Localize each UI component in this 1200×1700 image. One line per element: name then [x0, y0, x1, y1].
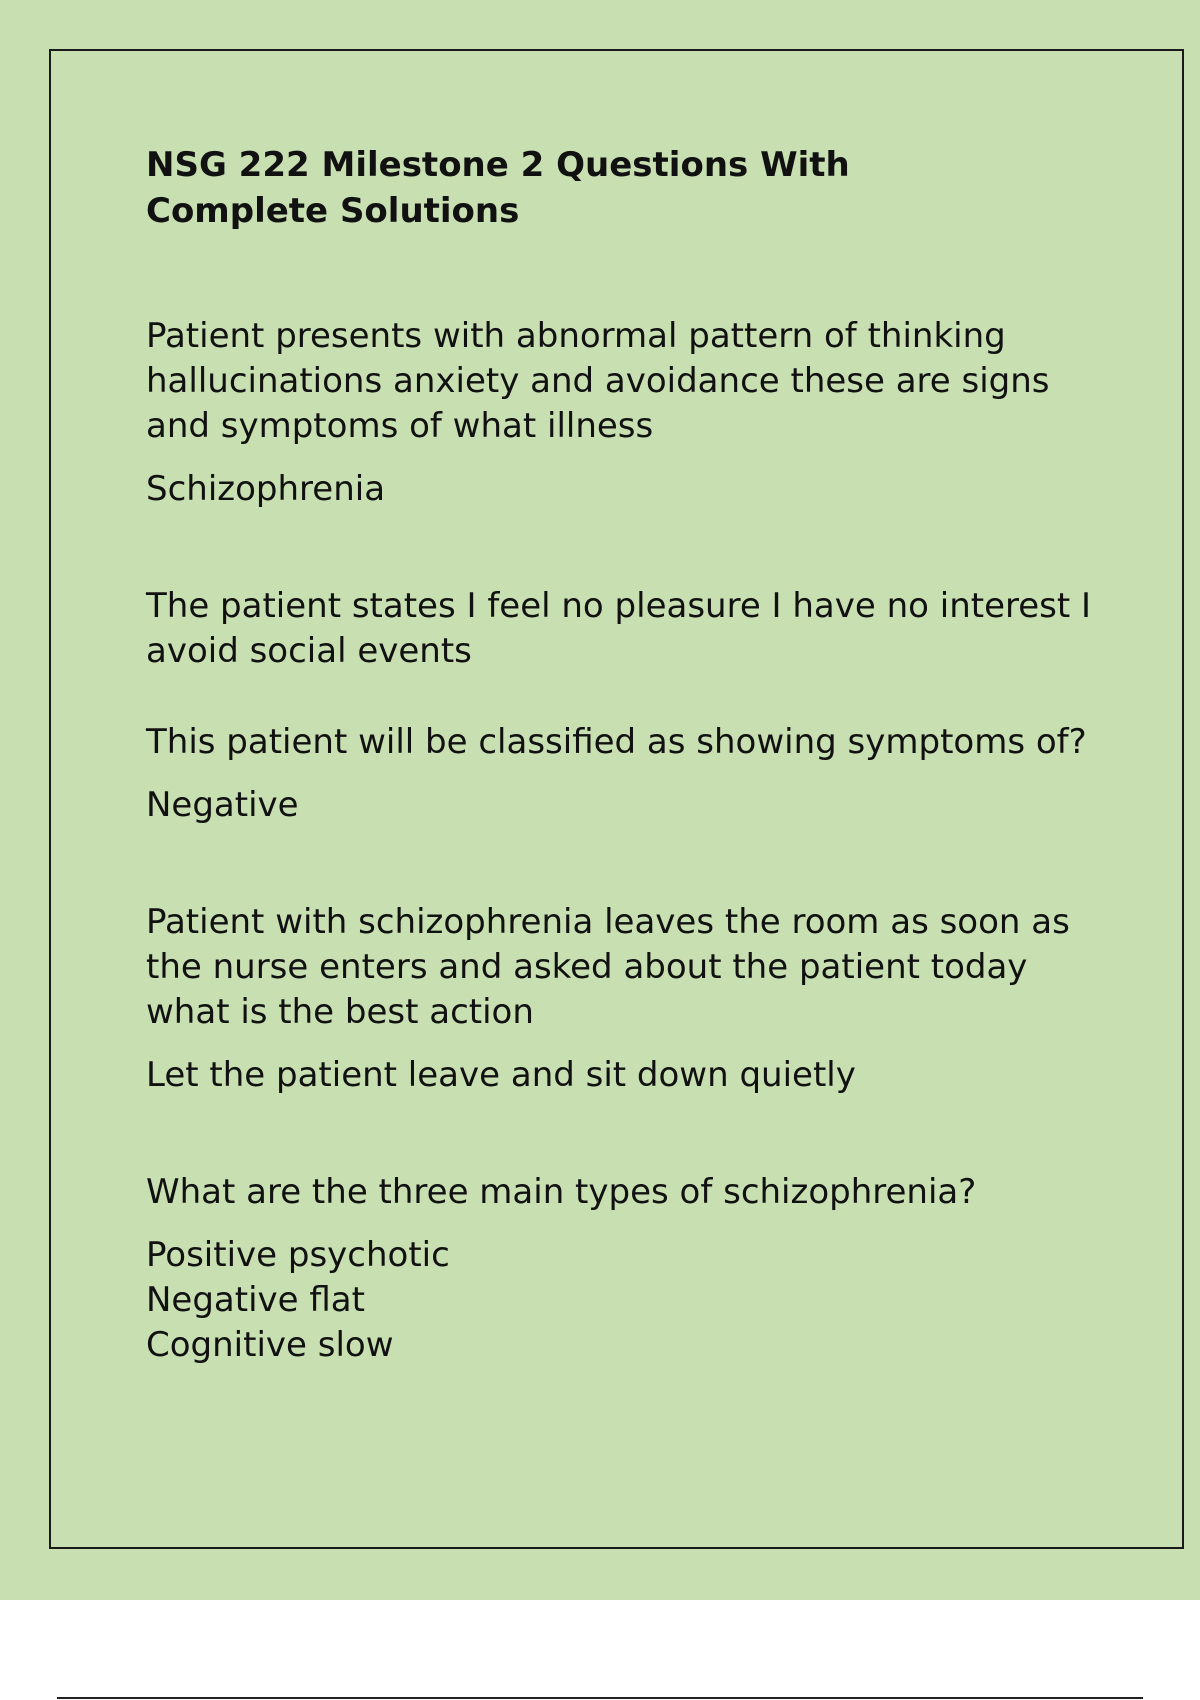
answer-text: Negative — [146, 785, 299, 825]
qa-item-1 — [146, 314, 1106, 512]
document-content — [146, 142, 1106, 1440]
question-text: Patient with schizophrenia leaves the room as soon as the nurse enters and asked about the patient today what is the best action — [146, 902, 1070, 1032]
answer-text: Schizophrenia — [146, 469, 386, 509]
question-text: Patient presents with abnormal pattern of thinking hallucinations anxiety and avoidance these are signs and symptoms of what illness — [146, 316, 1050, 446]
qa-item-4 — [146, 1170, 1106, 1368]
answer-text: Let the patient leave and sit down quietly — [146, 1055, 856, 1095]
qa-item-3 — [146, 900, 1106, 1098]
question-text: What are the three main types of schizophrenia? — [146, 1172, 977, 1212]
document-title: NSG 222 Milestone 2 Questions With Complete Solutions — [146, 145, 850, 231]
answer-line: Positive psychotic — [146, 1235, 450, 1275]
qa-item-2 — [146, 584, 1106, 828]
question-followup-text: This patient will be classified as showing symptoms of? — [146, 722, 1087, 762]
answer-line: Cognitive slow — [146, 1325, 394, 1365]
footer-divider — [57, 1697, 1143, 1699]
question-text: The patient states I feel no pleasure I have no interest I avoid social events — [146, 586, 1092, 671]
answer-list — [146, 1233, 1106, 1368]
answer-line: Negative flat — [146, 1280, 365, 1320]
